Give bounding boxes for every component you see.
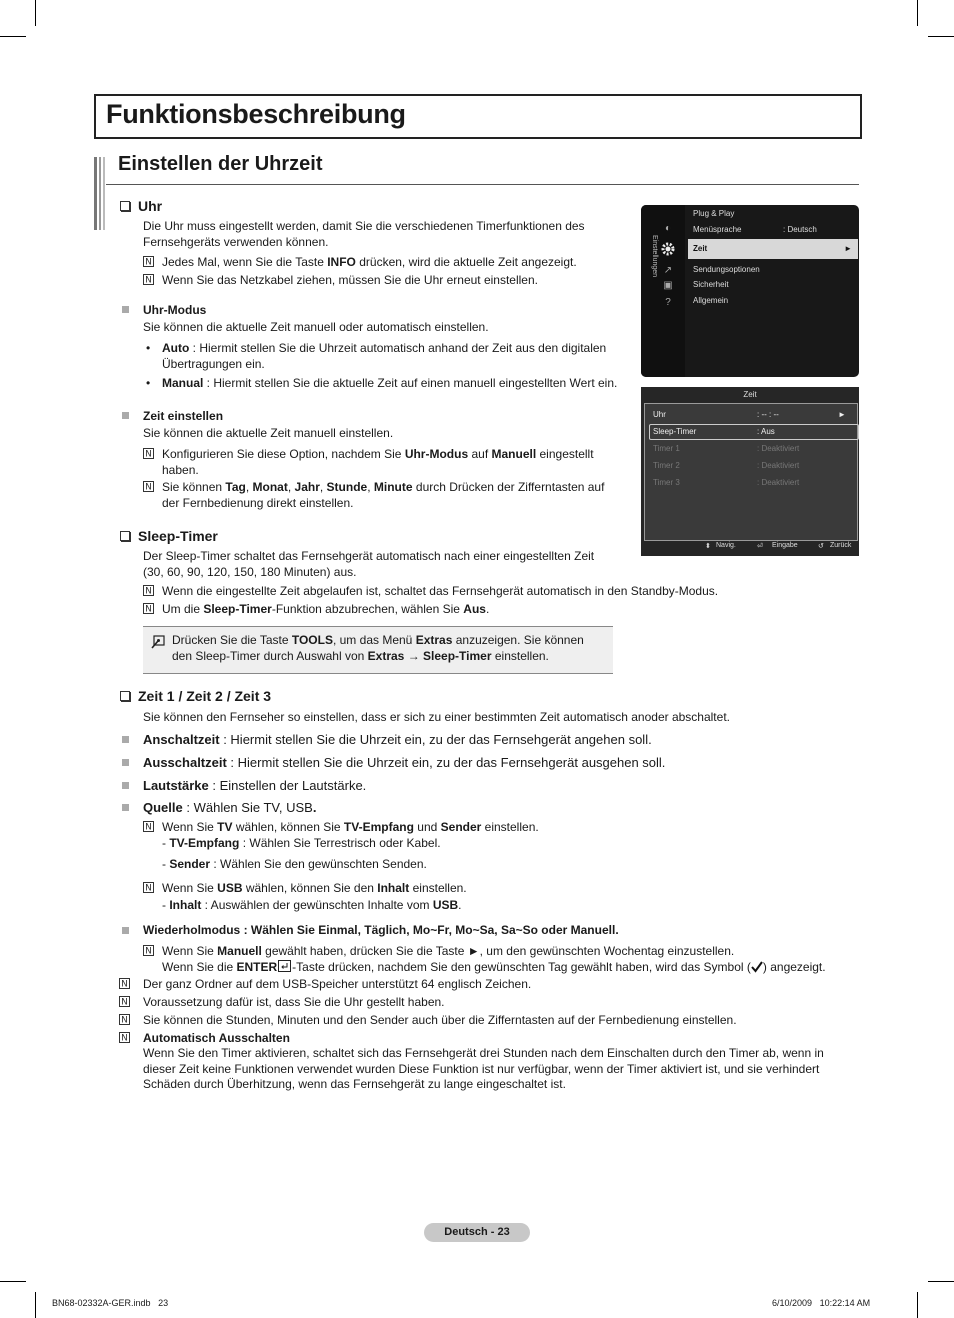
uhr-modus-title: Uhr-Modus: [143, 303, 207, 317]
sleep-desc: Der Sleep-Timer schaltet das Fernsehgerät automatisch nach einer eingestellten Zeit (30, 60, 90, 120, 150, 180 Minuten) aus.: [143, 549, 595, 579]
tv-zeit-row-value: : Deaktiviert: [757, 444, 800, 453]
uhr-intro: Die Uhr muss eingestellt werden, damit Sie die verschiedenen Timerfunktionen des Fernsehgeräts verwenden können.: [143, 219, 585, 249]
sleep-note-cancel: Um die Sleep-Timer-Funktion abzubrechen, wählen Sie Aus.: [162, 602, 490, 616]
note-icon: [119, 1032, 130, 1043]
note-icon: [143, 821, 154, 832]
section-divider: [106, 184, 859, 185]
svg-text:N: N: [145, 275, 152, 285]
section-bar-decoration: [94, 157, 106, 230]
arrow-right-icon: ►: [844, 244, 852, 253]
heading-sleep-timer: Sleep-Timer: [120, 528, 218, 544]
quelle-sub-tv-empfang: - TV-Empfang : Wählen Sie Terrestrisch oder Kabel.: [162, 836, 441, 850]
enter-icon: ⏎: [757, 543, 763, 550]
tv-zeit-row-label[interactable]: Timer 2: [653, 461, 680, 470]
tv-zeit-row-label[interactable]: Uhr: [653, 410, 666, 419]
svg-text:N: N: [121, 1015, 128, 1025]
uhr-modus-auto: Auto : Hiermit stellen Sie die Uhrzeit automatisch anhand der Zeit aus den digitalen Übertragungen ein.: [162, 341, 607, 371]
crop-mark: [35, 0, 36, 26]
heading-zeit-123: Zeit 1 / Zeit 2 / Zeit 3: [120, 688, 271, 704]
zeit-einstellen-title: Zeit einstellen: [143, 409, 224, 423]
svg-text:N: N: [121, 979, 128, 989]
svg-text:N: N: [121, 1033, 128, 1043]
quelle-note-usb: Wenn Sie USB wählen, können Sie den Inhalt einstellen.: [162, 881, 467, 895]
application-icon: ▣: [663, 280, 673, 291]
square-bullet-icon: [122, 759, 129, 766]
tv-menu-value: : Deutsch: [783, 225, 817, 234]
support-icon: ?: [665, 297, 671, 308]
svg-text:N: N: [121, 997, 128, 1007]
crop-mark: [928, 36, 954, 37]
note-icon: [143, 585, 154, 596]
svg-text:N: N: [145, 586, 152, 596]
tv-zeit-menu: [641, 387, 859, 556]
crop-mark: [0, 1281, 26, 1282]
tv-menu-item[interactable]: Sendungsoptionen: [693, 265, 760, 274]
arrow-right-icon: ►: [838, 410, 846, 419]
note-icon: [143, 603, 154, 614]
note-icon: [143, 448, 154, 459]
tv-zeit-row-label[interactable]: Timer 1: [653, 444, 680, 453]
square-bullet-icon: [122, 412, 129, 419]
crop-mark: [917, 1292, 918, 1318]
square-bullet-icon: [122, 782, 129, 789]
note-icon: [143, 256, 154, 267]
tv-menu-item[interactable]: Menüsprache: [693, 225, 742, 234]
tv-menu-item[interactable]: Sicherheit: [693, 280, 729, 289]
uhr-modus-desc: Sie können die aktuelle Zeit manuell oder automatisch einstellen.: [143, 320, 489, 334]
wdh-note-manuell: Wenn Sie Manuell gewählt haben, drücken Sie die Taste ►, um den gewünschten Wochentag einzustellen.: [162, 944, 735, 958]
note-icon: [143, 274, 154, 285]
page-title-box: [94, 94, 862, 139]
tv-zeit-row-label[interactable]: Timer 3: [653, 478, 680, 487]
zeit-intro: Sie können den Fernseher so einstellen, dass er sich zu einer bestimmten Zeit automatisch anoder abschaltet.: [143, 710, 730, 724]
footer-timestamp: 6/10/2009 10:22:14 AM: [772, 1298, 871, 1308]
gear-icon: [660, 241, 676, 257]
tv-foot-nav: Navig.: [716, 542, 736, 549]
note-icon: [143, 882, 154, 893]
checkbox-bullet-icon: [120, 201, 130, 211]
tv-menu-item[interactable]: Plug & Play: [693, 209, 735, 218]
quelle-sub-sender: - Sender : Wählen Sie den gewünschten Senden.: [162, 857, 427, 871]
uhr-note-info: Jedes Mal, wenn Sie die Taste INFO drücken, wird die aktuelle Zeit angezeigt.: [162, 255, 577, 269]
svg-text:N: N: [145, 604, 152, 614]
crop-mark: [0, 36, 26, 37]
tv-zeit-row-value: : Aus: [757, 427, 775, 436]
sleep-note-standby: Wenn die eingestellte Zeit abgelaufen ist, schaltet das Fernsehgerät automatisch in den Standby-Modus.: [162, 584, 719, 598]
tv-zeit-row-value: : Deaktiviert: [757, 478, 800, 487]
zeit-anschaltzeit: Anschaltzeit : Hiermit stellen Sie die Uhrzeit ein, zu der das Fernsehgerät angehen soll.: [143, 732, 652, 747]
input-icon: ↗: [663, 265, 673, 276]
crop-mark: [917, 0, 918, 26]
svg-text:N: N: [145, 883, 152, 893]
note-icon: [143, 481, 154, 492]
auto-off-desc: Wenn Sie den Timer aktivieren, schaltet sich das Fernsehgerät drei Stunden nach dem Einschalten durch den Timer ab, wenn in dieser Zeit keine Funktionen verwendet wurden Diese Funktion ist nur verfügbar, wenn der Timer aktiviert ist, und sie verhindert Schäden durch Überhitzung, wenn das Fernsehgerät zu lange eingeschaltet ist.: [143, 1046, 824, 1091]
checkbox-bullet-icon: [120, 531, 130, 541]
return-icon: ↺: [818, 543, 824, 550]
tools-tip-box: [143, 626, 613, 674]
zeit-lautstaerke: Lautstärke : Einstellen der Lautstärke.: [143, 778, 367, 793]
general-note-digits: Sie können die Stunden, Minuten und den Sender auch über die Zifferntasten auf der Fernbedienung einstellen.: [143, 1013, 737, 1027]
tv-zeit-title: Zeit: [743, 390, 757, 399]
note-icon: [119, 1014, 130, 1025]
svg-text:N: N: [145, 822, 152, 832]
crop-mark: [928, 1281, 954, 1282]
zeit-wiederholmodus: Wiederholmodus : Wählen Sie Einmal, Täglich, Mo~Fr, Mo~Sa, Sa~So oder Manuell.: [143, 923, 619, 937]
page-number-badge: Deutsch - 23: [424, 1223, 530, 1242]
square-bullet-icon: [122, 804, 129, 811]
tv-menu-side-label: Einstellungen: [651, 235, 658, 278]
picture-icon: ◐: [664, 223, 672, 234]
zeit-note-digits: Sie können Tag, Monat, Jahr, Stunde, Minute durch Drücken der Zifferntasten auf der Fernbedienung direkt einstellen.: [162, 480, 605, 510]
checkmark-icon: [751, 961, 763, 973]
tools-icon: [151, 635, 165, 649]
tv-zeit-panel: [644, 403, 858, 541]
square-bullet-icon: [122, 736, 129, 743]
general-note-usb-folder: Der ganz Ordner auf dem USB-Speicher unterstützt 64 englisch Zeichen.: [143, 977, 532, 991]
tv-zeit-row-value: : Deaktiviert: [757, 461, 800, 470]
footer-file: BN68-02332A-GER.indb 23: [52, 1298, 169, 1308]
zeit-note-config: Konfigurieren Sie diese Option, nachdem Sie Uhr-Modus auf Manuell eingestellt haben.: [162, 447, 594, 477]
uhr-modus-manual: Manual : Hiermit stellen Sie die aktuelle Zeit auf einen manuell eingestellten Wert ein.: [162, 376, 618, 390]
bullet-dot: •: [146, 376, 151, 390]
tv-foot-enter: Eingabe: [772, 542, 798, 549]
tv-menu-item-selected[interactable]: Zeit ►: [688, 239, 858, 259]
crop-mark: [35, 1292, 36, 1318]
enter-icon: [278, 960, 291, 972]
square-bullet-icon: [122, 927, 129, 934]
updown-icon: ⬍: [705, 543, 711, 550]
tv-foot-back: Zurück: [830, 542, 852, 549]
note-icon: [143, 945, 154, 956]
tv-settings-menu: [641, 205, 859, 377]
general-note-clock: Voraussetzung dafür ist, dass Sie die Uhr gestellt haben.: [143, 995, 445, 1009]
zeit-einstellen-desc: Sie können die aktuelle Zeit manuell einstellen.: [143, 426, 394, 440]
bullet-dot: •: [146, 341, 151, 355]
note-icon: [119, 996, 130, 1007]
checkbox-bullet-icon: [120, 691, 130, 701]
svg-text:N: N: [145, 257, 152, 267]
note-icon: [119, 978, 130, 989]
zeit-ausschaltzeit: Ausschaltzeit : Hiermit stellen Sie die Uhrzeit ein, zu der das Fernsehgerät ausgehen soll.: [143, 755, 666, 770]
zeit-quelle: Quelle : Wählen Sie TV, USB.: [143, 800, 317, 815]
tv-zeit-row-value: : -- : --: [757, 410, 779, 419]
tv-menu-item[interactable]: Allgemein: [693, 296, 729, 305]
wdh-note-enter: Wenn Sie die ENTER -Taste drücken, nachdem Sie den gewünschten Tag gewählt haben, wird das Symbol ( ) angezeigt.: [162, 960, 826, 974]
heading-uhr: Uhr: [120, 198, 162, 214]
uhr-note-power: Wenn Sie das Netzkabel ziehen, müssen Sie die Uhr erneut einstellen.: [162, 273, 538, 287]
auto-off-title: Automatisch Ausschalten: [143, 1031, 290, 1045]
svg-text:N: N: [145, 482, 152, 492]
quelle-note-tv: Wenn Sie TV wählen, können Sie TV-Empfang und Sender einstellen.: [162, 820, 539, 834]
square-bullet-icon: [122, 306, 129, 313]
tv-zeit-row-label[interactable]: Sleep-Timer: [653, 427, 697, 436]
svg-text:N: N: [145, 449, 152, 459]
quelle-sub-inhalt: - Inhalt : Auswählen der gewünschten Inhalte vom USB.: [162, 898, 462, 912]
section-title: Einstellen der Uhrzeit: [118, 153, 323, 175]
tools-tip-text: Drücken Sie die Taste TOOLS, um das Menü Extras anzuzeigen. Sie können den Sleep-Timer durch Auswahl von Extras → Sleep-Timer einstellen.: [172, 633, 584, 663]
page-title: Funktionsbeschreibung: [106, 99, 406, 129]
svg-text:N: N: [145, 946, 152, 956]
